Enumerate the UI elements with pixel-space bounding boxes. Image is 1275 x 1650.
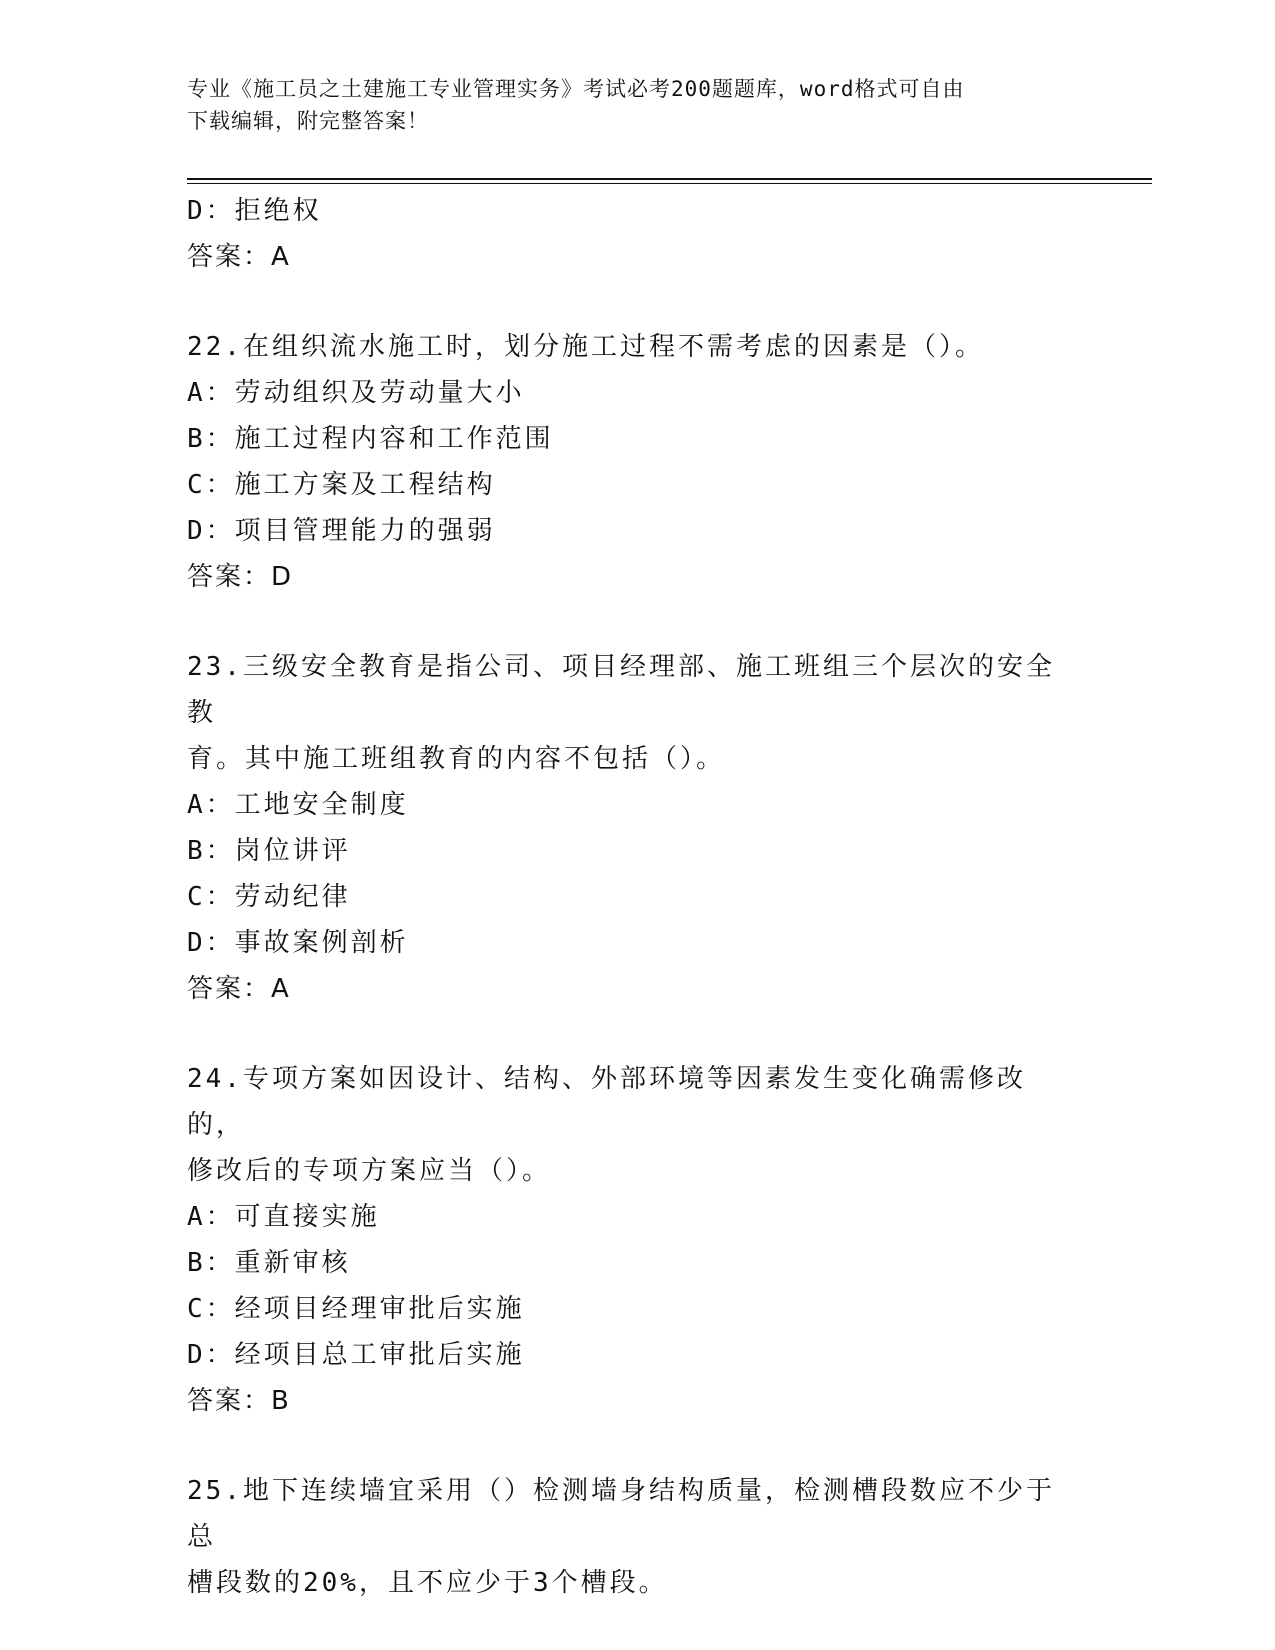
option-c: C：施工方案及工程结构 <box>187 470 496 500</box>
question-stem-line: 育。其中施工班组教育的内容不包括（）。 <box>187 744 726 774</box>
option-b: B：施工过程内容和工作范围 <box>187 424 554 454</box>
answer-line: 答案：A <box>187 242 291 272</box>
spacer <box>187 1012 1077 1056</box>
question-stem-line: 24.专项方案如因设计、结构、外部环境等因素发生变化确需修改的， <box>187 1064 1026 1140</box>
question-list <box>187 188 1077 1606</box>
spacer <box>187 1424 1077 1468</box>
header-divider-thin <box>187 183 1152 184</box>
option-d: D：拒绝权 <box>187 196 322 226</box>
question-23 <box>187 644 1077 1012</box>
option-d: D：经项目总工审批后实施 <box>187 1340 525 1370</box>
header-line-1: 专业《施工员之土建施工专业管理实务》考试必考200题题库，word格式可自由 <box>187 77 965 101</box>
question-24 <box>187 1056 1077 1424</box>
option-a: A：工地安全制度 <box>187 790 409 820</box>
option-b: B：岗位讲评 <box>187 836 351 866</box>
question-fragment <box>187 188 1077 280</box>
option-d: D：事故案例剖析 <box>187 928 409 958</box>
question-stem-line: 22.在组织流水施工时，划分施工过程不需考虑的因素是（）。 <box>187 332 984 362</box>
question-22 <box>187 324 1077 600</box>
question-stem-line: 25.地下连续墙宜采用（）检测墙身结构质量，检测槽段数应不少于总 <box>187 1476 1055 1552</box>
option-d: D：项目管理能力的强弱 <box>187 516 496 546</box>
spacer <box>187 280 1077 324</box>
question-25 <box>187 1468 1077 1606</box>
document-header <box>187 73 1067 137</box>
spacer <box>187 600 1077 644</box>
header-divider-thick <box>187 178 1152 180</box>
option-c: C：劳动纪律 <box>187 882 351 912</box>
option-b: B：重新审核 <box>187 1248 351 1278</box>
option-a: A：可直接实施 <box>187 1202 380 1232</box>
header-line-2: 下载编辑，附完整答案！ <box>187 109 429 133</box>
question-stem-line: 槽段数的20%，且不应少于3个槽段。 <box>187 1568 668 1598</box>
question-stem-line: 修改后的专项方案应当（）。 <box>187 1156 552 1186</box>
answer-line: 答案：A <box>187 974 291 1004</box>
question-stem-line: 23.三级安全教育是指公司、项目经理部、施工班组三个层次的安全教 <box>187 652 1055 728</box>
option-c: C：经项目经理审批后实施 <box>187 1294 525 1324</box>
option-a: A：劳动组织及劳动量大小 <box>187 378 525 408</box>
answer-line: 答案：D <box>187 562 294 592</box>
answer-line: 答案：B <box>187 1386 291 1416</box>
